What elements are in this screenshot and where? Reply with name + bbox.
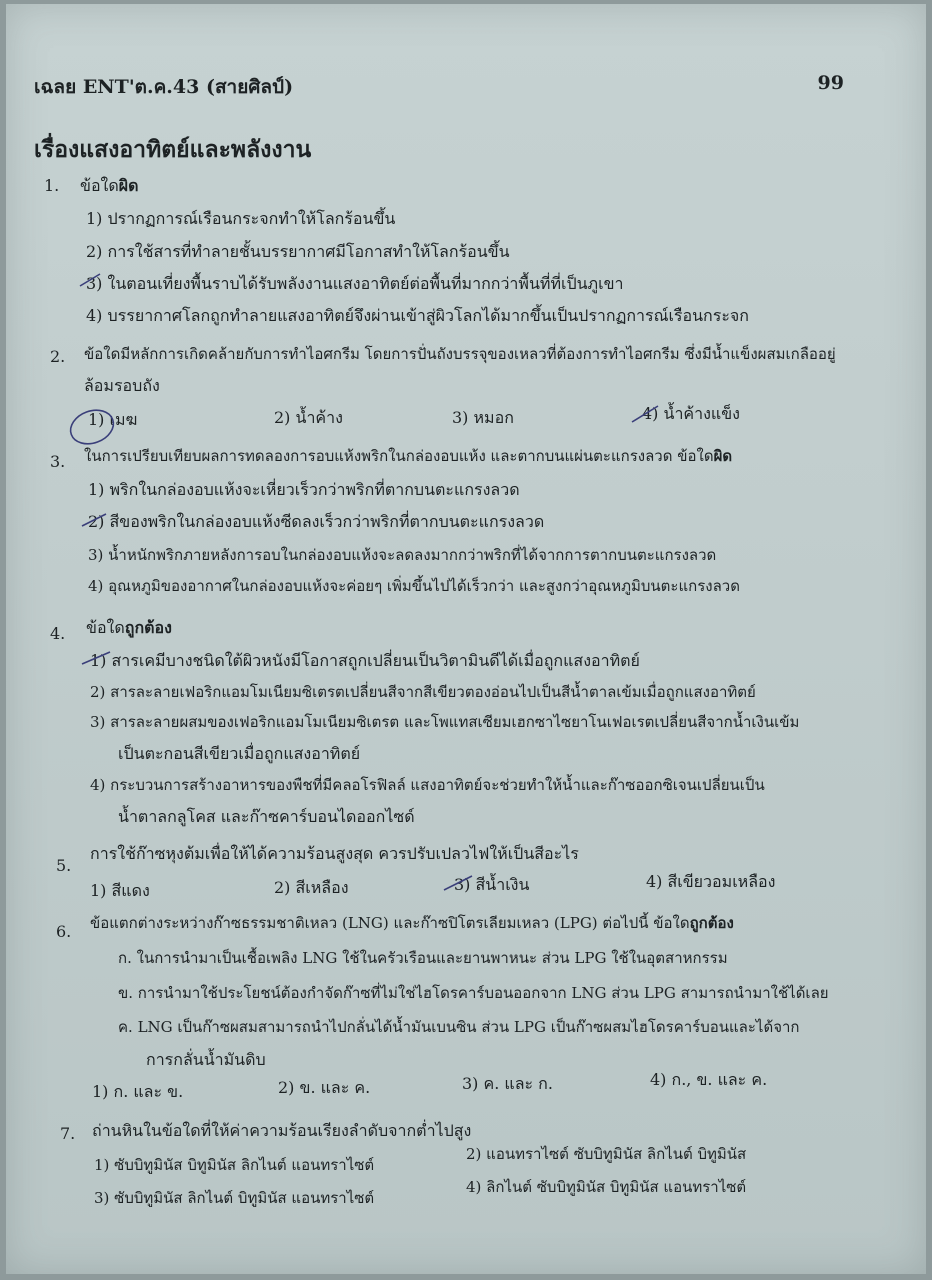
option-ka: ก. ในการนำมาเป็นเชื้อเพลิง LNG ใช้ในครัวเรือนและยานพาหนะ ส่วน LPG ใช้ในอุตสาหกรรม — [118, 949, 728, 967]
choice-2: 2) การใช้สารที่ทำลายชั้นบรรยากาศมีโอกาสทำให้โลกร้อนขึ้น — [86, 242, 510, 261]
choice-1: 1) ก. และ ข. — [92, 1082, 184, 1101]
choice-4: 4) น้ำค้างแข็ง — [642, 404, 740, 423]
choice-1: 1) ซับบิทูมินัส บิทูมินัส ลิกไนต์ แอนทราไซต์ — [94, 1156, 375, 1174]
choice-3: 3) ในตอนเที่ยงพื้นราบได้รับพลังงานแสงอาทิตย์ต่อพื้นที่มากกว่าพื้นที่ที่เป็นภูเขา — [86, 274, 624, 293]
choice-2: 2) สีของพริกในกล่องอบแห้งซีดลงเร็วกว่าพริกที่ตากบนตะแกรงลวด — [88, 512, 545, 531]
question-stem: ถ่านหินในข้อใดที่ให้ค่าความร้อนเรียงลำดับจากต่ำไปสูง — [92, 1121, 472, 1140]
question-number: 7. — [60, 1124, 76, 1143]
choice-2: 2) สีเหลือง — [274, 878, 349, 897]
choice-4-cont: น้ำตาลกลูโคส และก๊าซคาร์บอนไดออกไซด์ — [118, 807, 415, 826]
question-stem: ในการเปรียบเทียบผลการทดลองการอบแห้งพริกในกล่องอบแห้ง และตากบนแผ่นตะแกรงลวด ข้อใดผิด — [84, 447, 733, 465]
choice-1: 1) สารเคมีบางชนิดใต้ผิวหนังมีโอกาสถูกเปลี่ยนเป็นวิตามินดีได้เมื่อถูกแสงอาทิตย์ — [90, 651, 640, 670]
choice-4: 4) ลิกไนต์ ซับบิทูมินัส บิทูมินัส แอนทราไซต์ — [466, 1178, 747, 1196]
section-title: เรื่องแสงอาทิตย์และพลังงาน — [34, 136, 312, 163]
choice-4: 4) ก., ข. และ ค. — [650, 1070, 768, 1089]
question-stem: ข้อใดผิด — [80, 176, 139, 195]
choice-3-cont: เป็นตะกอนสีเขียวเมื่อถูกแสงอาทิตย์ — [118, 744, 361, 763]
question-stem-cont: ล้อมรอบถัง — [84, 376, 160, 395]
choice-1: 1) พริกในกล่องอบแห้งจะเหี่ยวเร็วกว่าพริกที่ตากบนตะแกรงลวด — [88, 480, 520, 499]
choice-3: 3) สารละลายผสมของเฟอริกแอมโมเนียมซิเตรต และโพแทสเซียมเฮกซาไซยาโนเฟอเรตเปลี่ยนสีจากน้ำเงินเข้ม — [90, 713, 800, 731]
choice-4: 4) บรรยากาศโลกถูกทำลายแสงอาทิตย์จึงผ่านเข้าสู่ผิวโลกได้มากขึ้นเป็นปรากฏการณ์เรือนกระจก — [86, 306, 749, 325]
option-kc-cont: การกลั่นน้ำมันดิบ — [146, 1050, 266, 1069]
choice-4: 4) สีเขียวอมเหลือง — [646, 872, 776, 891]
choice-1: 1) ปรากฏการณ์เรือนกระจกทำให้โลกร้อนขึ้น — [86, 209, 396, 228]
choice-2: 2) น้ำค้าง — [274, 408, 343, 427]
choice-3: 3) ค. และ ก. — [462, 1074, 553, 1093]
page-header — [34, 72, 844, 102]
header-title: เฉลย ENT'ต.ค.43 (สายศิลป์) — [34, 76, 294, 98]
choice-2: 2) สารละลายเฟอริกแอมโมเนียมซิเตรตเปลี่ยนสีจากสีเขียวตองอ่อนไปเป็นสีน้ำตาลเข้มเมื่อถูกแสงอาทิตย์ — [90, 683, 756, 701]
question-stem: ข้อแตกต่างระหว่างก๊าซธรรมชาติเหลว (LNG) และก๊าซปิโตรเลียมเหลว (LPG) ต่อไปนี้ ข้อใดถูกต้อง — [90, 914, 734, 932]
question-number: 4. — [50, 624, 66, 643]
page-number: 99 — [817, 72, 844, 94]
choice-3: 3) น้ำหนักพริกภายหลังการอบในกล่องอบแห้งจะลดลงมากกว่าพริกที่ได้จากการตากบนตะแกรงลวด — [88, 546, 717, 564]
question-number: 3. — [50, 452, 66, 471]
question-number: 2. — [50, 347, 66, 366]
question-stem: การใช้ก๊าซหุงต้มเพื่อให้ได้ความร้อนสูงสุด ควรปรับเปลวไฟให้เป็นสีอะไร — [90, 844, 579, 863]
question-stem: ข้อใดถูกต้อง — [86, 618, 172, 637]
question-stem: ข้อใดมีหลักการเกิดคล้ายกับการทำไอศกรีม โดยการปั่นถังบรรจุของเหลวที่ต้องการทำไอศกรีม ซึ่งมีน้ำแข็งผสมเกลืออยู่ — [84, 345, 836, 363]
choice-3: 3) หมอก — [452, 408, 514, 427]
choice-3: 3) ซับบิทูมินัส ลิกไนต์ บิทูมินัส แอนทราไซต์ — [94, 1189, 375, 1207]
choice-4: 4) อุณหภูมิของอากาศในกล่องอบแห้งจะค่อยๆ เพิ่มขึ้นไปได้เร็วกว่า และสูงกว่าอุณหภูมิบนตะแกรงลวด — [88, 577, 740, 595]
question-number: 5. — [56, 856, 72, 875]
choice-4: 4) กระบวนการสร้างอาหารของพืชที่มีคลอโรฟิลล์ แสงอาทิตย์จะช่วยทำให้น้ำและก๊าซออกซิเจนเปลี่ยนเป็น — [90, 776, 765, 794]
scanned-page — [6, 4, 926, 1274]
option-kh: ข. การนำมาใช้ประโยชน์ต้องกำจัดก๊าซที่ไม่ใช่ไฮโดรคาร์บอนออกจาก LNG ส่วน LPG สามารถนำมาใช้ได้เลย — [118, 984, 829, 1002]
choice-2: 2) แอนทราไซต์ ซับบิทูมินัส ลิกไนต์ บิทูมินัส — [466, 1145, 747, 1163]
question-number: 1. — [44, 176, 60, 195]
choice-2: 2) ข. และ ค. — [278, 1078, 371, 1097]
option-kc: ค. LNG เป็นก๊าซผสมสามารถนำไปกลั่นได้น้ำมันเบนซิน ส่วน LPG เป็นก๊าซผสมไฮโดรคาร์บอนและได้จาก — [118, 1018, 800, 1036]
question-number: 6. — [56, 922, 72, 941]
choice-1: 1) สีแดง — [90, 881, 150, 900]
choice-1: 1) เมฆ — [88, 410, 138, 429]
choice-3: 3) สีน้ำเงิน — [454, 875, 530, 894]
